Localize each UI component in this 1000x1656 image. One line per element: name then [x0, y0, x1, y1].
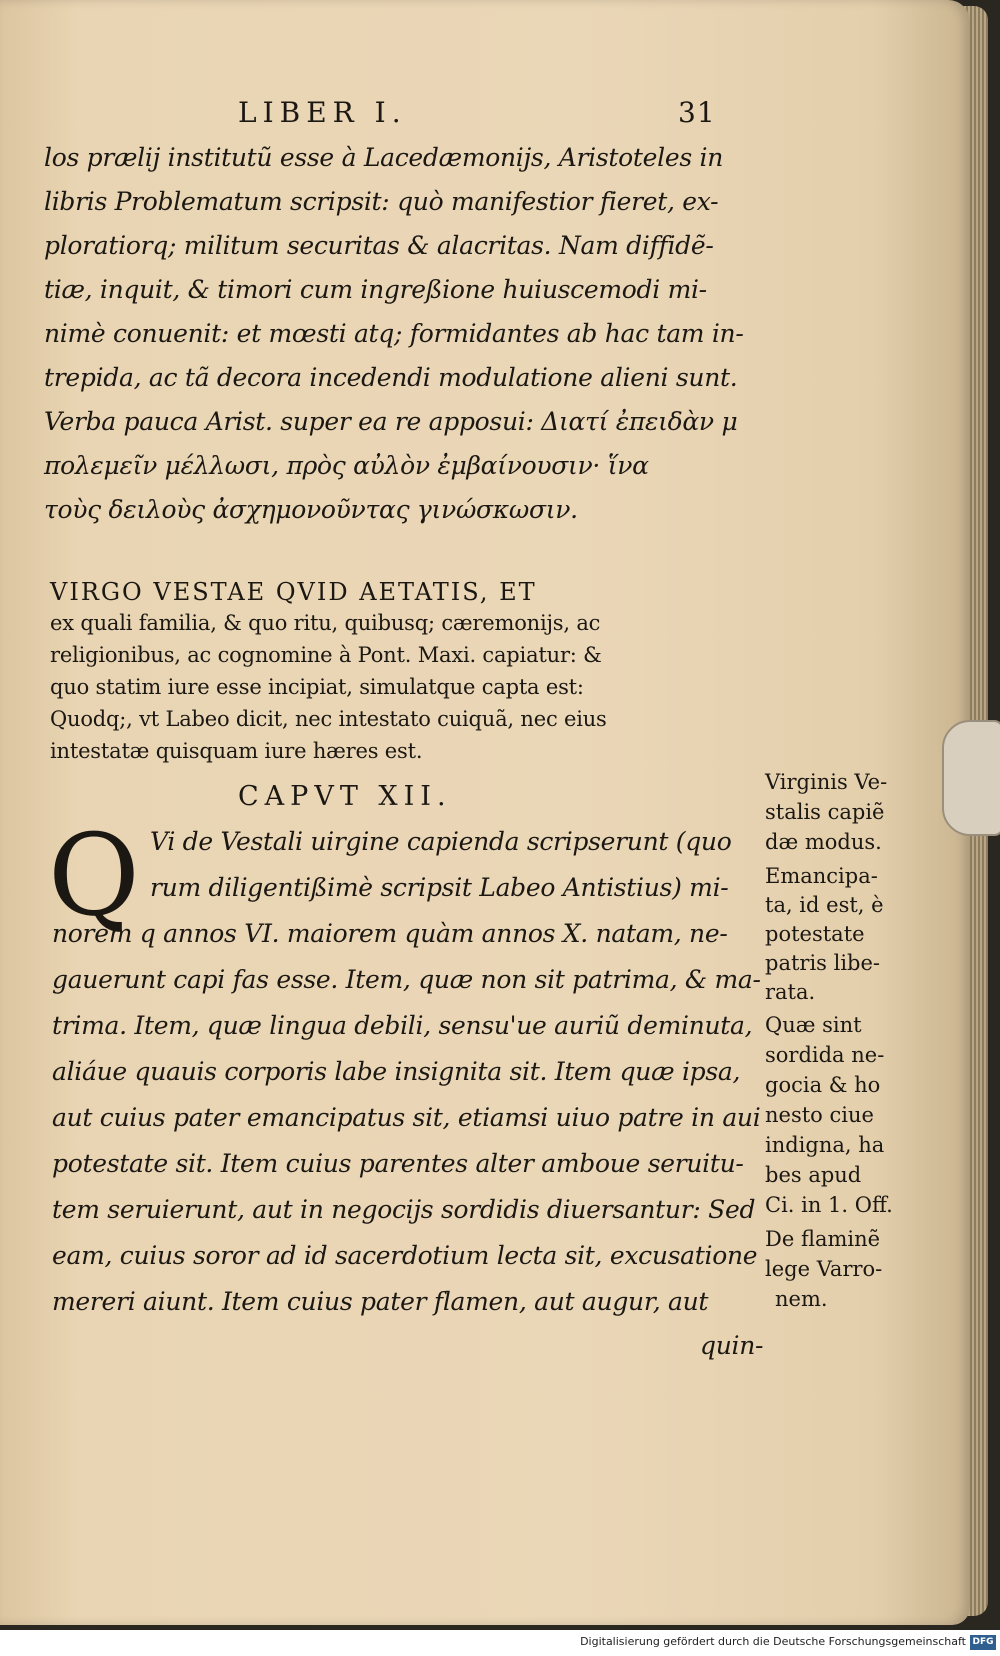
text-line: gauerunt capi fas esse. Item, quæ non sit patrima, & ma- [52, 965, 761, 994]
margin-line: bes apud [765, 1163, 862, 1187]
text-line: Vi de Vestali uirgine capienda scripserunt (quo [150, 827, 732, 856]
margin-line: sordida ne- [765, 1043, 885, 1067]
text-line-greek: πολεμεῖν μέλλωσι, πρὸς αὐλὸν ἐμβαίνουσιν· ἵνα [44, 451, 649, 480]
running-title: LIBER I. [238, 96, 407, 129]
text-line: rum diligentißimè scripsit Labeo Antistius) mi- [150, 873, 729, 902]
text-line: norem q annos VI. maiorem quàm annos X. natam, ne- [52, 919, 728, 948]
margin-line: nem. [775, 1287, 828, 1311]
text-line: tiæ, inquit, & timori cum ingreßione huiuscemodi mi- [44, 275, 707, 304]
margin-line: De flaminẽ [765, 1227, 881, 1251]
section-title-line: intestatæ quisquam iure hæres est. [50, 739, 423, 763]
margin-line: stalis capiẽ [765, 800, 885, 824]
footer-bar [0, 1630, 1000, 1656]
text-line-greek: τοὺς δειλοὺς ἀσχημονοῦντας γινώσκωσιν. [44, 495, 578, 524]
margin-line: indigna, ha [765, 1133, 885, 1157]
footer-credit: Digitalisierung gefördert durch die Deutsche Forschungsgemeinschaft [580, 1635, 966, 1648]
margin-line: lege Varro- [765, 1257, 883, 1281]
text-line: trepida, ac tã decora incedendi modulatione alieni sunt. [44, 363, 738, 392]
margin-line: ta, id est, è [765, 893, 884, 917]
text-line: potestate sit. Item cuius parentes alter amboue seruitu- [52, 1149, 744, 1178]
page-tab-marker [942, 720, 1000, 836]
catchword: quin- [700, 1331, 764, 1360]
section-title-line: ex quali familia, & quo ritu, quibusq; cæremonijs, ac [50, 611, 601, 635]
margin-line: patris libe- [765, 951, 881, 975]
section-title-line: Quodq;, vt Labeo dicit, nec intestato cuiquã, nec eius [50, 707, 607, 731]
text-line: libris Problematum scripsit: quò manifestior fieret, ex- [44, 187, 719, 216]
margin-line: dæ modus. [765, 830, 882, 854]
margin-line: Virginis Ve- [765, 770, 888, 794]
drop-cap: Q [48, 811, 140, 941]
text-line: mereri aiunt. Item cuius pater flamen, aut augur, aut [52, 1287, 709, 1316]
margin-line: potestate [765, 922, 865, 946]
margin-line: nesto ciue [765, 1103, 874, 1127]
margin-line: rata. [765, 980, 816, 1004]
text-line: aliáue quauis corporis labe insignita sit. Item quæ ipsa, [52, 1057, 741, 1086]
text-line: ploratiorq; militum securitas & alacritas. Nam diffidẽ- [44, 231, 714, 260]
section-title-line: religionibus, ac cognomine à Pont. Maxi. capiatur: & [50, 643, 602, 667]
margin-line: gocia & ho [765, 1073, 881, 1097]
text-line: trima. Item, quæ lingua debili, sensu'ue auriũ deminuta, [52, 1011, 753, 1040]
text-line: tem seruierunt, aut in negocijs sordidis diuersantur: Sed [52, 1195, 756, 1224]
section-title-line: quo statim iure esse incipiat, simulatque capta est: [50, 675, 584, 699]
margin-line: Ci. in 1. Off. [765, 1193, 893, 1217]
text-line: Verba pauca Arist. super ea re apposui: Διατί ἐπειδὰν μ [44, 407, 738, 436]
dfg-logo: DFG [970, 1635, 996, 1650]
margin-line: Emancipa- [765, 864, 878, 888]
text-line: aut cuius pater emancipatus sit, etiamsi uiuo patre in aui [52, 1103, 761, 1132]
section-title-line: VIRGO VESTAE QVID AETATIS, ET [50, 578, 537, 606]
text-line: eam, cuius soror ad id sacerdotium lecta sit, excusatione [52, 1241, 758, 1270]
page-number: 31 [678, 96, 716, 129]
text-line: nimè conuenit: et mœsti atq; formidantes ab hac tam in- [44, 319, 744, 348]
margin-line: Quæ sint [765, 1013, 862, 1037]
chapter-heading: CAPVT XII. [238, 781, 452, 812]
text-line: los prælij institutũ esse à Lacedæmonijs, Aristoteles in [44, 143, 723, 172]
